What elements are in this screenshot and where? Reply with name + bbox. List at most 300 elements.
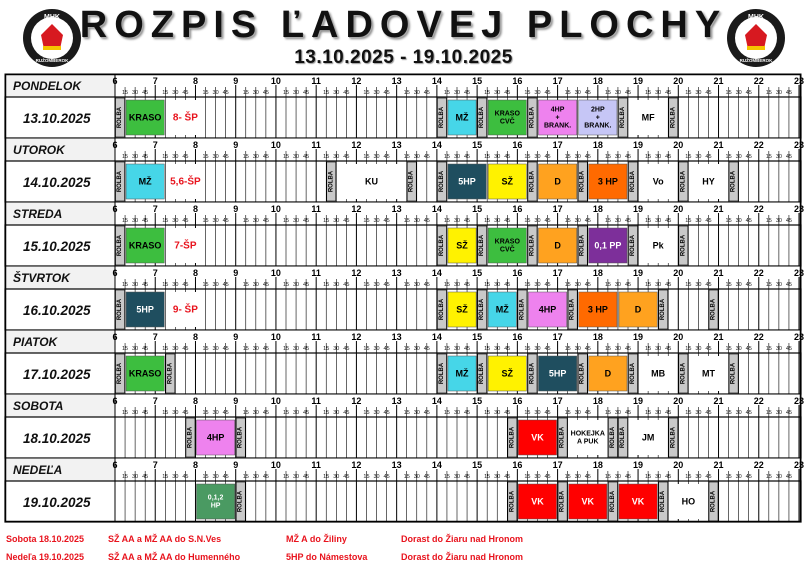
minute-label: 45 [383,346,390,352]
minute-label: 45 [182,474,189,480]
minute-label: 30 [252,90,259,96]
minute-label: 30 [614,154,622,160]
minute-label: 15 [282,218,290,224]
block-label [173,302,198,315]
minute-label: 30 [373,154,380,160]
rolba-label: ROLBA [509,426,516,449]
hour-label: 10 [270,76,281,86]
minute-label: 30 [333,154,340,160]
hour-label: 10 [270,460,281,470]
minute-label: 45 [303,218,310,224]
minute-label: 30 [212,346,219,352]
minute-label: 45 [624,410,632,416]
hour-label: 18 [592,76,603,86]
day-date: 17.10.2025 [23,367,91,382]
minute-label: 15 [363,282,370,288]
hour-label: 12 [351,204,362,214]
minute-label: 45 [705,410,712,416]
minute-label: 15 [162,154,169,160]
hour-label: 20 [673,268,684,278]
day-row [5,417,801,458]
minute-label: 30 [292,346,300,352]
block-label [539,305,557,315]
minute-label: 45 [624,218,632,224]
minute-label: 45 [343,346,350,352]
minute-label: 30 [212,282,219,288]
minute-label: 30 [292,410,300,416]
page-title: ROZPIS ĽADOVEJ PLOCHY [79,4,728,46]
hour-label: 18 [592,268,603,278]
minute-label: 45 [504,218,511,224]
block-label-line: 8- ŠP [172,112,198,123]
minute-label: 30 [413,410,420,416]
minute-label: 15 [162,90,169,96]
minute-label: 45 [584,346,591,352]
logo-text-bottom: RUŽOMBEROK [35,58,69,63]
minute-label: 45 [383,90,390,96]
block-label-line: VK [531,496,544,507]
minute-label: 30 [212,474,219,480]
minute-label: 45 [745,218,752,224]
hour-label: 9 [233,76,239,86]
minute-label: 30 [172,346,179,352]
block-label-line: D [554,240,561,251]
block-label-line: + [595,114,600,121]
minute-label: 30 [735,90,742,96]
minute-label: 30 [292,282,300,288]
minute-label: 15 [765,474,772,480]
minute-label: 45 [544,474,551,480]
hour-label: 17 [552,460,563,470]
day-name: SOBOTA [13,399,64,413]
hour-label: 14 [431,140,442,150]
minute-label: 30 [172,154,179,160]
minute-label: 45 [222,410,229,416]
minute-label: 15 [323,218,330,224]
minute-label: 45 [463,474,471,480]
minute-label: 30 [333,474,340,480]
hour-label: 7 [152,268,158,278]
hour-label: 21 [713,140,724,150]
hour-label: 22 [753,140,764,150]
minute-label: 15 [564,474,571,480]
hour-label: 19 [633,140,644,150]
note-item: Dorast do Žiaru nad Hronom [401,534,524,544]
minute-label: 15 [524,154,531,160]
hour-label: 6 [112,140,118,150]
block-label-line: CVČ [499,246,515,253]
hour-label: 16 [512,76,523,86]
rolba-label: ROLBA [438,362,445,385]
minute-label: 15 [323,90,330,96]
block-label-line: KU [365,176,378,187]
block-label-line: HY [702,176,715,187]
minute-label: 30 [333,282,340,288]
day-name: PONDELOK [13,79,82,93]
minute-label: 15 [524,474,531,480]
minute-label: 15 [725,282,732,288]
block-label-line: A PUK [576,438,599,445]
minute-label: 45 [584,218,591,224]
minute-label: 45 [423,474,430,480]
minute-label: 30 [534,282,541,288]
minute-label: 45 [303,346,310,352]
minute-label: 15 [484,282,491,288]
minute-label: 15 [323,346,330,352]
rolba-label: ROLBA [630,362,637,385]
minute-label: 45 [262,346,269,352]
rolba-label: ROLBA [519,298,526,321]
minute-label: 30 [252,346,259,352]
minute-label: 15 [162,218,169,224]
minute-label: 15 [725,410,732,416]
rolba-label: ROLBA [730,362,737,385]
minute-label: 15 [564,90,571,96]
block-label-line: 4HP [538,304,557,315]
hour-label: 17 [552,140,563,150]
hour-label: 8 [192,204,198,214]
block-label-line: D [604,368,612,379]
minute-label: 45 [142,346,149,352]
minute-label: 30 [695,346,702,352]
minute-label: 45 [182,90,189,96]
hour-label: 11 [311,396,321,406]
minute-label: 15 [202,474,209,480]
minute-label: 45 [423,410,430,416]
minute-label: 45 [262,154,269,160]
hour-label: 7 [152,396,158,406]
block-label-line: MB [651,368,666,379]
minute-label: 15 [645,346,652,352]
minute-label: 30 [574,474,581,480]
hour-label: 22 [753,460,764,470]
block-label-line: 3 HP [587,304,608,315]
rolba-label: ROLBA [117,298,124,321]
hour-label: 11 [311,268,321,278]
minute-label: 15 [645,90,652,96]
minute-label: 30 [534,474,541,480]
minute-label: 45 [343,282,350,288]
rolba-label: ROLBA [509,490,516,513]
minute-label: 30 [614,346,622,352]
rolba-label: ROLBA [630,234,637,257]
hour-label: 7 [152,332,158,342]
hour-label: 14 [431,268,442,278]
minute-label: 45 [665,154,672,160]
hour-label: 19 [633,332,644,342]
minute-label: 45 [504,474,511,480]
minute-label: 30 [494,154,501,160]
minute-label: 45 [303,474,310,480]
rolba-label: ROLBA [408,170,415,193]
minute-label: 15 [524,282,531,288]
minute-label: 15 [202,410,209,416]
minute-label: 45 [343,218,350,224]
hour-label: 8 [192,76,198,86]
minute-label: 45 [705,154,712,160]
block-label [554,177,561,187]
hour-label: 14 [431,76,442,86]
hour-label: 9 [233,140,239,150]
minute-label: 30 [413,346,420,352]
hour-label: 8 [192,268,198,278]
minute-label: 45 [182,410,189,416]
minute-label: 45 [343,90,350,96]
hour-label: 11 [311,204,321,214]
hour-label: 13 [391,332,402,342]
minute-label: 30 [413,474,420,480]
hour-label: 9 [233,396,239,406]
hour-label: 18 [592,204,603,214]
day-date: 18.10.2025 [23,431,91,446]
block-label [651,369,665,379]
hour-label: 16 [512,204,523,214]
hour-label: 19 [633,460,644,470]
minute-label: 30 [574,154,581,160]
note-item: SŽ AA a MŽ AA do Humenného [108,552,241,562]
minute-label: 45 [544,346,551,352]
minute-label: 45 [624,346,632,352]
minute-label: 15 [242,90,249,96]
minute-label: 15 [282,474,290,480]
rolba-label: ROLBA [559,426,566,449]
hour-label: 7 [152,460,158,470]
minute-label: 45 [303,90,310,96]
minute-label: 15 [604,282,611,288]
minute-label: 45 [584,410,591,416]
minute-label: 45 [544,154,551,160]
minute-label: 45 [303,154,310,160]
minute-label: 30 [252,282,259,288]
minute-label: 30 [574,218,581,224]
minute-label: 30 [775,154,782,160]
minute-label: 15 [323,410,330,416]
rolba-label: ROLBA [438,170,445,193]
rolba-label: ROLBA [619,426,626,449]
block-label-line: HOKEJKA [570,430,605,437]
minute-label: 15 [685,218,692,224]
minute-label: 15 [443,346,451,352]
block-label [139,176,152,187]
block-label [129,113,162,123]
hour-label: 10 [270,140,281,150]
hour-label: 17 [552,332,563,342]
minute-label: 15 [765,154,772,160]
block-label [136,305,154,315]
hour-label: 18 [592,460,603,470]
minute-label: 45 [262,218,269,224]
minute-label: 45 [665,90,672,96]
minute-label: 45 [463,410,471,416]
minute-label: 15 [162,346,169,352]
minute-label: 30 [614,410,622,416]
hour-label: 20 [673,204,684,214]
minute-label: 15 [202,154,209,160]
hour-label: 15 [472,268,483,278]
minute-label: 15 [403,474,410,480]
hour-label: 16 [512,268,523,278]
minute-label: 15 [162,410,169,416]
hour-label: 12 [351,76,362,86]
minute-label: 15 [604,154,611,160]
minute-label: 30 [494,346,501,352]
minute-label: 30 [534,218,541,224]
minute-label: 15 [604,218,611,224]
minute-label: 15 [765,282,772,288]
day-date: 13.10.2025 [23,111,91,126]
hour-label: 15 [472,140,483,150]
block-label [642,433,655,443]
hour-label: 13 [391,204,402,214]
minute-label: 30 [574,282,581,288]
minute-label: 15 [162,282,169,288]
minute-label: 30 [413,218,420,224]
block-label-line: 5HP [458,176,476,187]
hour-label: 23 [793,396,805,406]
minute-label: 45 [584,90,591,96]
rolba-label: ROLBA [710,490,717,513]
day-name: NEDEĽA [13,463,63,477]
rolba-label: ROLBA [710,298,717,321]
minute-label: 45 [383,154,390,160]
minute-label: 30 [453,218,461,224]
minute-label: 30 [172,90,179,96]
minute-label: 45 [705,282,712,288]
minute-label: 45 [745,90,752,96]
block-label [598,177,618,187]
hour-label: 22 [753,332,764,342]
minute-label: 15 [242,218,249,224]
minute-label: 45 [745,474,752,480]
minute-label: 30 [735,154,742,160]
hour-label: 12 [351,332,362,342]
rolba-label: ROLBA [579,234,586,257]
block-label-line: SŽ [501,176,514,187]
minute-label: 30 [655,474,662,480]
minute-label: 45 [504,346,511,352]
hour-label: 22 [753,396,764,406]
hour-label: 11 [311,76,321,86]
block-label-line: MT [701,368,715,379]
block-label [682,497,696,507]
hour-label: 13 [391,396,402,406]
hour-label: 9 [233,460,239,470]
block-label [129,241,162,251]
minute-label: 15 [484,218,491,224]
block-label-line: KRASO [494,238,520,245]
minute-label: 15 [403,282,410,288]
minute-label: 45 [142,282,149,288]
minute-label: 15 [242,282,249,288]
minute-label: 30 [695,218,702,224]
hour-label: 23 [793,76,805,86]
minute-label: 15 [604,474,611,480]
minute-label: 15 [524,346,531,352]
minute-label: 15 [403,410,410,416]
minute-label: 30 [132,218,139,224]
minute-label: 30 [655,282,662,288]
minute-label: 45 [262,410,269,416]
block-label [588,305,608,315]
hour-label: 20 [673,396,684,406]
minute-label: 15 [282,282,290,288]
minute-label: 30 [775,410,782,416]
minute-label: 30 [252,410,259,416]
minute-label: 45 [665,282,672,288]
minute-label: 15 [524,90,531,96]
block-label [702,177,715,187]
schedule-grid [5,74,805,530]
minute-label: 45 [182,346,189,352]
hour-label: 23 [793,332,805,342]
block-label-line: MŽ [455,368,469,379]
minute-label: 15 [484,154,491,160]
block-label [456,240,468,251]
block-label-line: D [554,176,561,187]
block-label-line: 0,1 PP [594,240,622,251]
minute-label: 45 [544,282,551,288]
block-label-line: D [634,304,642,315]
hour-label: 23 [793,140,805,150]
minute-label: 15 [564,218,571,224]
minute-label: 30 [333,410,340,416]
minute-label: 15 [242,346,249,352]
minute-label: 30 [534,90,541,96]
minute-label: 30 [172,282,179,288]
minute-label: 45 [745,154,752,160]
note-item: 5HP do Námestova [286,552,368,562]
block-label-line: KRASO [128,240,162,251]
hour-label: 8 [192,460,198,470]
rolba-label: ROLBA [630,170,637,193]
hour-label: 12 [351,396,362,406]
minute-label: 15 [685,90,692,96]
block-label [653,241,665,251]
minute-label: 45 [745,282,752,288]
minute-label: 30 [132,410,139,416]
minute-label: 30 [212,410,219,416]
block-label-line: KRASO [494,110,520,117]
minute-label: 45 [785,410,793,416]
hour-label: 23 [793,460,805,470]
block-label-line: VK [531,432,544,443]
block-label [554,241,561,251]
minute-label: 30 [453,346,461,352]
minute-label: 30 [614,90,622,96]
note-item: Dorast do Žiaru nad Hronom [401,552,524,562]
minute-label: 45 [785,154,793,160]
minute-label: 15 [282,410,290,416]
minute-label: 30 [494,410,501,416]
rolba-label: ROLBA [438,106,445,129]
logo-text-top: MHK [748,14,764,21]
minute-label: 45 [463,218,471,224]
minute-label: 15 [363,474,370,480]
minute-label: 45 [423,282,430,288]
minute-label: 45 [142,154,149,160]
minute-label: 15 [323,474,330,480]
minute-label: 15 [363,218,370,224]
block-label [456,304,468,315]
minute-label: 45 [343,474,350,480]
block-label-line: VK [631,496,645,507]
minute-label: 15 [725,218,732,224]
minute-label: 15 [725,154,732,160]
hour-label: 9 [233,204,239,214]
minute-label: 30 [775,90,782,96]
minute-label: 15 [484,474,491,480]
hour-label: 17 [552,76,563,86]
